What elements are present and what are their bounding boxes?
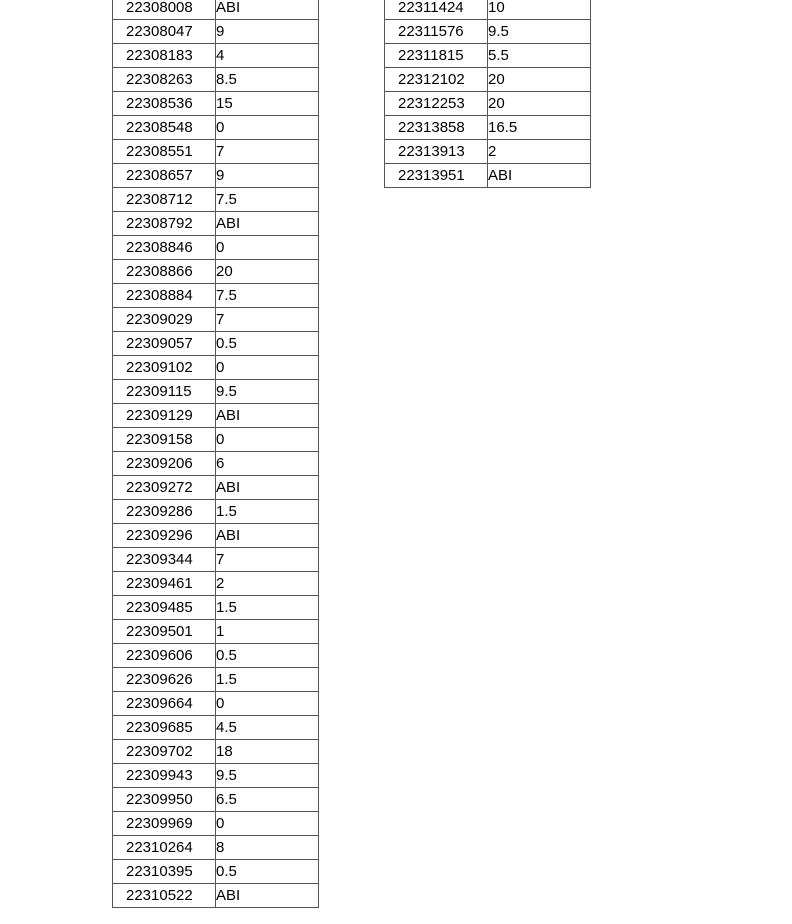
student-id-cell: 22308846 bbox=[113, 236, 216, 260]
student-id-cell: 22311576 bbox=[385, 20, 488, 44]
table-row bbox=[113, 836, 319, 860]
table-row bbox=[113, 452, 319, 476]
student-id-cell: 22308657 bbox=[113, 164, 216, 188]
student-id-cell: 22309485 bbox=[113, 596, 216, 620]
table-row bbox=[113, 236, 319, 260]
student-id-cell: 22308008 bbox=[113, 0, 216, 20]
table-row bbox=[113, 812, 319, 836]
table-row bbox=[113, 332, 319, 356]
score-cell: 1.5 bbox=[216, 500, 319, 524]
score-cell: 15 bbox=[216, 92, 319, 116]
score-cell: 9.5 bbox=[216, 380, 319, 404]
score-cell: 2 bbox=[488, 140, 591, 164]
student-id-cell: 22309286 bbox=[113, 500, 216, 524]
score-cell: 0 bbox=[216, 236, 319, 260]
table-row bbox=[113, 284, 319, 308]
student-id-cell: 22309115 bbox=[113, 380, 216, 404]
score-cell: ABI bbox=[216, 476, 319, 500]
score-cell: 9 bbox=[216, 20, 319, 44]
table-row bbox=[113, 764, 319, 788]
score-cell: ABI bbox=[488, 164, 591, 188]
score-cell: 2 bbox=[216, 572, 319, 596]
student-id-cell: 22309501 bbox=[113, 620, 216, 644]
student-id-cell: 22313913 bbox=[385, 140, 488, 164]
score-cell: 1.5 bbox=[216, 596, 319, 620]
table-row bbox=[113, 572, 319, 596]
student-id-cell: 22308263 bbox=[113, 68, 216, 92]
table-row bbox=[113, 788, 319, 812]
score-cell: 20 bbox=[488, 92, 591, 116]
table-row bbox=[385, 44, 591, 68]
score-cell: 8.5 bbox=[216, 68, 319, 92]
student-id-cell: 22309685 bbox=[113, 716, 216, 740]
table-row bbox=[113, 524, 319, 548]
student-id-cell: 22310395 bbox=[113, 860, 216, 884]
score-cell: 7.5 bbox=[216, 188, 319, 212]
student-id-cell: 22311424 bbox=[385, 0, 488, 20]
student-id-cell: 22309664 bbox=[113, 692, 216, 716]
table-row bbox=[113, 140, 319, 164]
score-cell: 0 bbox=[216, 812, 319, 836]
table-row bbox=[113, 188, 319, 212]
table-row bbox=[113, 404, 319, 428]
score-cell: 4 bbox=[216, 44, 319, 68]
student-id-cell: 22308047 bbox=[113, 20, 216, 44]
student-id-cell: 22309206 bbox=[113, 452, 216, 476]
score-cell: 9 bbox=[216, 164, 319, 188]
score-cell: 9.5 bbox=[488, 20, 591, 44]
table-row bbox=[113, 308, 319, 332]
table-row bbox=[385, 92, 591, 116]
score-cell: 7 bbox=[216, 140, 319, 164]
score-cell: 6 bbox=[216, 452, 319, 476]
student-id-cell: 22309057 bbox=[113, 332, 216, 356]
table-row bbox=[113, 20, 319, 44]
student-id-cell: 22309158 bbox=[113, 428, 216, 452]
student-id-cell: 22308183 bbox=[113, 44, 216, 68]
score-cell: 0 bbox=[216, 428, 319, 452]
student-id-cell: 22310522 bbox=[113, 884, 216, 908]
student-id-cell: 22308884 bbox=[113, 284, 216, 308]
student-id-cell: 22309272 bbox=[113, 476, 216, 500]
student-id-cell: 22309702 bbox=[113, 740, 216, 764]
student-id-cell: 22313951 bbox=[385, 164, 488, 188]
score-cell: ABI bbox=[216, 884, 319, 908]
table-row bbox=[385, 116, 591, 140]
table-row bbox=[385, 140, 591, 164]
table-row bbox=[113, 260, 319, 284]
score-cell: 6.5 bbox=[216, 788, 319, 812]
table-row bbox=[113, 0, 319, 20]
student-id-cell: 22308536 bbox=[113, 92, 216, 116]
score-cell: 0.5 bbox=[216, 644, 319, 668]
student-id-cell: 22309943 bbox=[113, 764, 216, 788]
student-id-cell: 22312253 bbox=[385, 92, 488, 116]
table-row bbox=[385, 68, 591, 92]
student-id-cell: 22310264 bbox=[113, 836, 216, 860]
student-id-cell: 22309606 bbox=[113, 644, 216, 668]
table-row bbox=[113, 500, 319, 524]
score-cell: ABI bbox=[216, 0, 319, 20]
right-score-table bbox=[384, 0, 591, 188]
table-row bbox=[113, 740, 319, 764]
score-cell: 20 bbox=[488, 68, 591, 92]
score-cell: 7 bbox=[216, 548, 319, 572]
table-row bbox=[113, 860, 319, 884]
student-id-cell: 22309969 bbox=[113, 812, 216, 836]
table-row bbox=[113, 380, 319, 404]
student-id-cell: 22308866 bbox=[113, 260, 216, 284]
left-score-table bbox=[112, 0, 319, 908]
student-id-cell: 22311815 bbox=[385, 44, 488, 68]
student-id-cell: 22308551 bbox=[113, 140, 216, 164]
table-row bbox=[113, 884, 319, 908]
score-cell: 8 bbox=[216, 836, 319, 860]
table-row bbox=[113, 68, 319, 92]
student-id-cell: 22309129 bbox=[113, 404, 216, 428]
score-cell: 1 bbox=[216, 620, 319, 644]
table-row bbox=[113, 164, 319, 188]
table-row bbox=[113, 620, 319, 644]
student-id-cell: 22309029 bbox=[113, 308, 216, 332]
score-cell: 0.5 bbox=[216, 332, 319, 356]
table-row bbox=[113, 668, 319, 692]
score-cell: 9.5 bbox=[216, 764, 319, 788]
right-table-body bbox=[385, 0, 591, 188]
table-row bbox=[113, 644, 319, 668]
student-id-cell: 22308792 bbox=[113, 212, 216, 236]
student-id-cell: 22312102 bbox=[385, 68, 488, 92]
table-row bbox=[113, 428, 319, 452]
table-row bbox=[113, 44, 319, 68]
table-row bbox=[385, 20, 591, 44]
table-row bbox=[113, 692, 319, 716]
score-cell: 1.5 bbox=[216, 668, 319, 692]
student-id-cell: 22309461 bbox=[113, 572, 216, 596]
student-id-cell: 22309296 bbox=[113, 524, 216, 548]
score-cell: 7.5 bbox=[216, 284, 319, 308]
student-id-cell: 22309626 bbox=[113, 668, 216, 692]
score-cell: 0 bbox=[216, 356, 319, 380]
table-row bbox=[113, 116, 319, 140]
table-row bbox=[113, 716, 319, 740]
table-row bbox=[113, 92, 319, 116]
student-id-cell: 22308712 bbox=[113, 188, 216, 212]
score-cell: 0.5 bbox=[216, 860, 319, 884]
score-cell: ABI bbox=[216, 212, 319, 236]
table-row bbox=[113, 212, 319, 236]
score-cell: 18 bbox=[216, 740, 319, 764]
student-id-cell: 22309344 bbox=[113, 548, 216, 572]
score-cell: ABI bbox=[216, 404, 319, 428]
table-row bbox=[113, 548, 319, 572]
score-cell: 4.5 bbox=[216, 716, 319, 740]
score-cell: 16.5 bbox=[488, 116, 591, 140]
score-cell: 5.5 bbox=[488, 44, 591, 68]
table-row bbox=[113, 596, 319, 620]
score-cell: 7 bbox=[216, 308, 319, 332]
student-id-cell: 22308548 bbox=[113, 116, 216, 140]
student-id-cell: 22309102 bbox=[113, 356, 216, 380]
table-row bbox=[385, 164, 591, 188]
table-row bbox=[113, 476, 319, 500]
score-cell: 0 bbox=[216, 692, 319, 716]
score-cell: 10 bbox=[488, 0, 591, 20]
left-table-body bbox=[113, 0, 319, 908]
score-cell: ABI bbox=[216, 524, 319, 548]
student-id-cell: 22313858 bbox=[385, 116, 488, 140]
table-row bbox=[385, 0, 591, 20]
table-row bbox=[113, 356, 319, 380]
student-id-cell: 22309950 bbox=[113, 788, 216, 812]
score-cell: 0 bbox=[216, 116, 319, 140]
score-cell: 20 bbox=[216, 260, 319, 284]
